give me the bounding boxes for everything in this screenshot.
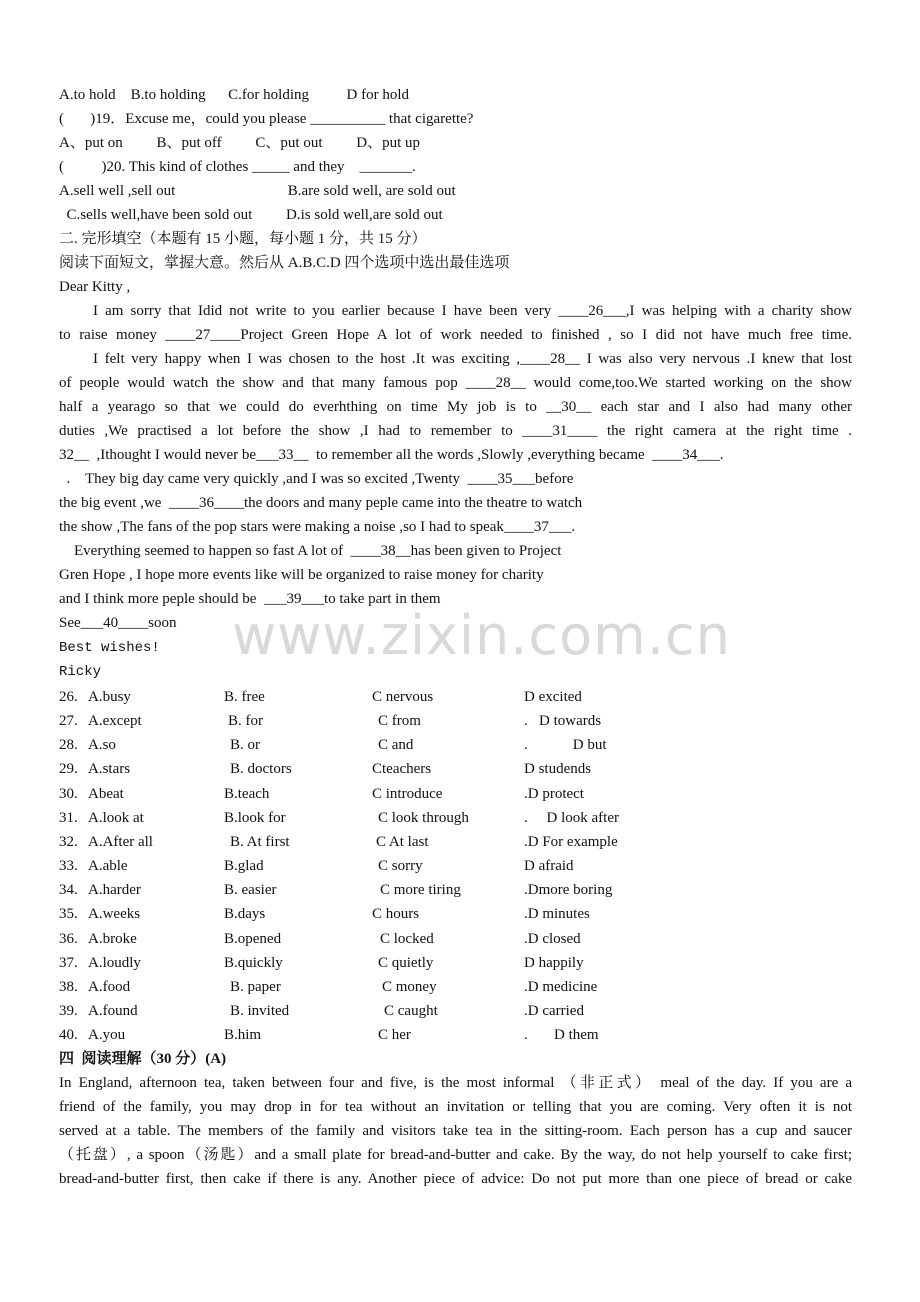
passage-line: and I think more peple should be ___39___to take part in them — [59, 591, 441, 607]
option-c: C and — [378, 737, 414, 754]
option-a: A.found — [88, 1002, 138, 1019]
option-d: D studends — [524, 761, 592, 778]
option-d: .Dmore boring — [524, 882, 613, 899]
option-c: C At last — [376, 833, 429, 850]
question-20: ( )20. This kind of clothes _____ and they _______. — [59, 159, 416, 175]
option-d: .D carried — [524, 1002, 584, 1019]
option-c: C money — [382, 978, 437, 995]
option-b: B. At first — [230, 833, 290, 850]
option-d: D excited — [524, 689, 582, 705]
option-b: B.opened — [224, 930, 282, 947]
reading-line: In England, afternoon tea, taken between four and five, is the most informal （非正式） meal of the day. If you are a — [59, 1075, 852, 1091]
option-c: Cteachers — [372, 761, 432, 778]
passage-line: 32__ ,Ithought I would never be___33__ to remember all the words ,Slowly ,everything became ____34___. — [59, 447, 724, 463]
passage-line: duties ,We practised a lot before the show ,I had to remember to ____31____ the right camera at the right time . — [59, 423, 852, 439]
question-20-options-cd: C.sells well,have been sold out D.is sold well,are sold out — [59, 207, 443, 223]
option-number: 34. — [59, 882, 78, 899]
option-number: 36. — [59, 930, 78, 947]
passage-line: I felt very happy when I was chosen to the host .It was exciting ,____28__ I was also very nervous .I knew that lost — [93, 351, 852, 367]
option-b: B. for — [228, 713, 263, 730]
option-b: B.teach — [224, 785, 270, 802]
reading-line: （托盘）, a spoon（汤匙）and a small plate for bread-and-butter and cake. By the way, do not help yourself to cake first; — [59, 1147, 852, 1163]
watermark: www.zixin.com.cn — [232, 604, 731, 667]
option-c: C her — [378, 1027, 411, 1044]
option-a: A.except — [88, 713, 142, 730]
option-c: C caught — [384, 1002, 438, 1019]
option-number: 37. — [59, 954, 78, 971]
option-number: 27. — [59, 713, 78, 730]
option-a: A.stars — [88, 761, 131, 778]
option-number: 39. — [59, 1002, 78, 1019]
option-b: B. easier — [224, 882, 277, 899]
option-a: A.harder — [88, 882, 141, 899]
passage-line: the big event ,we ____36____the doors and many peple came into the theatre to watch — [59, 495, 583, 511]
letter-closing: Best wishes! — [59, 640, 160, 656]
option-b: B. paper — [230, 978, 281, 995]
option-d: .D medicine — [524, 978, 598, 995]
option-d: D afraid — [524, 858, 574, 875]
option-d: . D but — [524, 737, 607, 754]
option-a: A.food — [88, 978, 131, 995]
option-b: B. free — [224, 689, 265, 705]
option-b: B. or — [230, 737, 260, 754]
section-2-title: 二. 完形填空（本题有 15 小题，每小题 1 分，共 15 分） — [59, 231, 427, 247]
option-c: C look through — [378, 809, 469, 826]
option-c: C locked — [380, 930, 434, 947]
option-b: B.him — [224, 1027, 262, 1044]
question-20-options-ab: A.sell well ,sell out B.are sold well, are sold out — [59, 183, 456, 199]
option-c: C from — [378, 713, 421, 730]
passage-line: I am sorry that Idid not write to you earlier because I have been very ____26___,I was helping with a charity show — [93, 303, 852, 319]
option-number: 31. — [59, 809, 78, 826]
option-b: B.days — [224, 906, 266, 923]
passage-line: Everything seemed to happen so fast A lot of ____38__has been given to Project — [59, 543, 562, 559]
option-number: 28. — [59, 737, 78, 754]
option-number: 32. — [59, 833, 78, 850]
letter-signature: Ricky — [59, 664, 102, 680]
passage-line: See___40____soon — [59, 615, 177, 631]
passage-line: the show ,The fans of the pop stars were making a noise ,so I had to speak____37___. — [59, 519, 576, 535]
option-b: B.quickly — [224, 954, 283, 971]
option-a: A.broke — [88, 930, 137, 947]
option-b: B. doctors — [230, 761, 292, 778]
option-number: 26. — [59, 689, 78, 705]
option-a: A.weeks — [88, 906, 141, 923]
reading-line: bread-and-butter first, then cake if there is any. Another piece of advice: Do not put more than one piece of bread or cake — [59, 1171, 852, 1187]
passage-line: to raise money ____27____Project Green Hope A lot of work needed to finished , so I did not have much free time. — [59, 327, 852, 343]
option-d: .D closed — [524, 930, 581, 947]
section-2-instruction: 阅读下面短文，掌握大意。然后从 A.B.C.D 四个选项中选出最佳选项 — [59, 255, 510, 271]
option-number: 30. — [59, 785, 78, 802]
passage-line: Gren Hope , I hope more events like will be organized to raise money for charity — [59, 567, 544, 583]
option-a: A.After all — [88, 833, 153, 850]
option-number: 29. — [59, 761, 78, 778]
passage-line: . They big day came very quickly ,and I was so excited ,Twenty ____35___before — [59, 471, 574, 487]
section-4-title: 四 阅读理解（30 分）(A) — [59, 1051, 227, 1067]
option-a: A.able — [88, 858, 128, 875]
option-c: C quietly — [378, 954, 434, 971]
question-19: ( )19．Excuse me，could you please __________ that cigarette? — [59, 111, 474, 127]
option-a: A.look at — [88, 809, 144, 826]
option-c: C hours — [372, 906, 420, 923]
option-number: 38. — [59, 978, 78, 995]
option-d: . D them — [524, 1027, 599, 1044]
question-18-options: A.to hold B.to holding C.for holding D for hold — [59, 87, 409, 103]
option-b: B.glad — [224, 858, 264, 875]
option-c: C more tiring — [380, 882, 461, 899]
reading-line: served at a table. The members of the family and visitors take tea in the sitting-room. Each person has a cup and saucer — [59, 1123, 852, 1139]
option-a: A.you — [88, 1027, 126, 1044]
question-19-options: A、put on B、put off C、put out D、put up — [59, 135, 420, 151]
option-d: .D protect — [524, 785, 584, 802]
reading-line: friend of the family, you may drop in for tea without an invitation or telling that you are coming. Very often it is not — [59, 1099, 852, 1115]
option-c: C introduce — [372, 785, 443, 802]
option-c: C sorry — [378, 858, 423, 875]
option-a: Abeat — [88, 785, 124, 802]
option-number: 35. — [59, 906, 78, 923]
option-b: B.look for — [224, 809, 286, 826]
option-number: 40. — [59, 1027, 78, 1044]
option-d: . D look after — [524, 809, 619, 826]
option-b: B. invited — [230, 1002, 290, 1019]
option-a: A.loudly — [88, 954, 141, 971]
option-a: A.busy — [88, 689, 131, 705]
option-d: .D For example — [524, 833, 618, 850]
passage-line: half a yearago so that we could do everhthing on time My job is to __30__ each star and I also had many other — [59, 399, 852, 415]
passage-line: of people would watch the show and that many famous pop ____28__ would come,too.We started working on the show — [59, 375, 852, 391]
option-a: A.so — [88, 737, 116, 754]
option-d: D happily — [524, 954, 584, 971]
letter-greeting: Dear Kitty , — [59, 279, 131, 295]
option-d: .D minutes — [524, 906, 590, 923]
option-number: 33. — [59, 858, 78, 875]
option-c: C nervous — [372, 689, 434, 705]
option-d: . D towards — [524, 713, 602, 730]
